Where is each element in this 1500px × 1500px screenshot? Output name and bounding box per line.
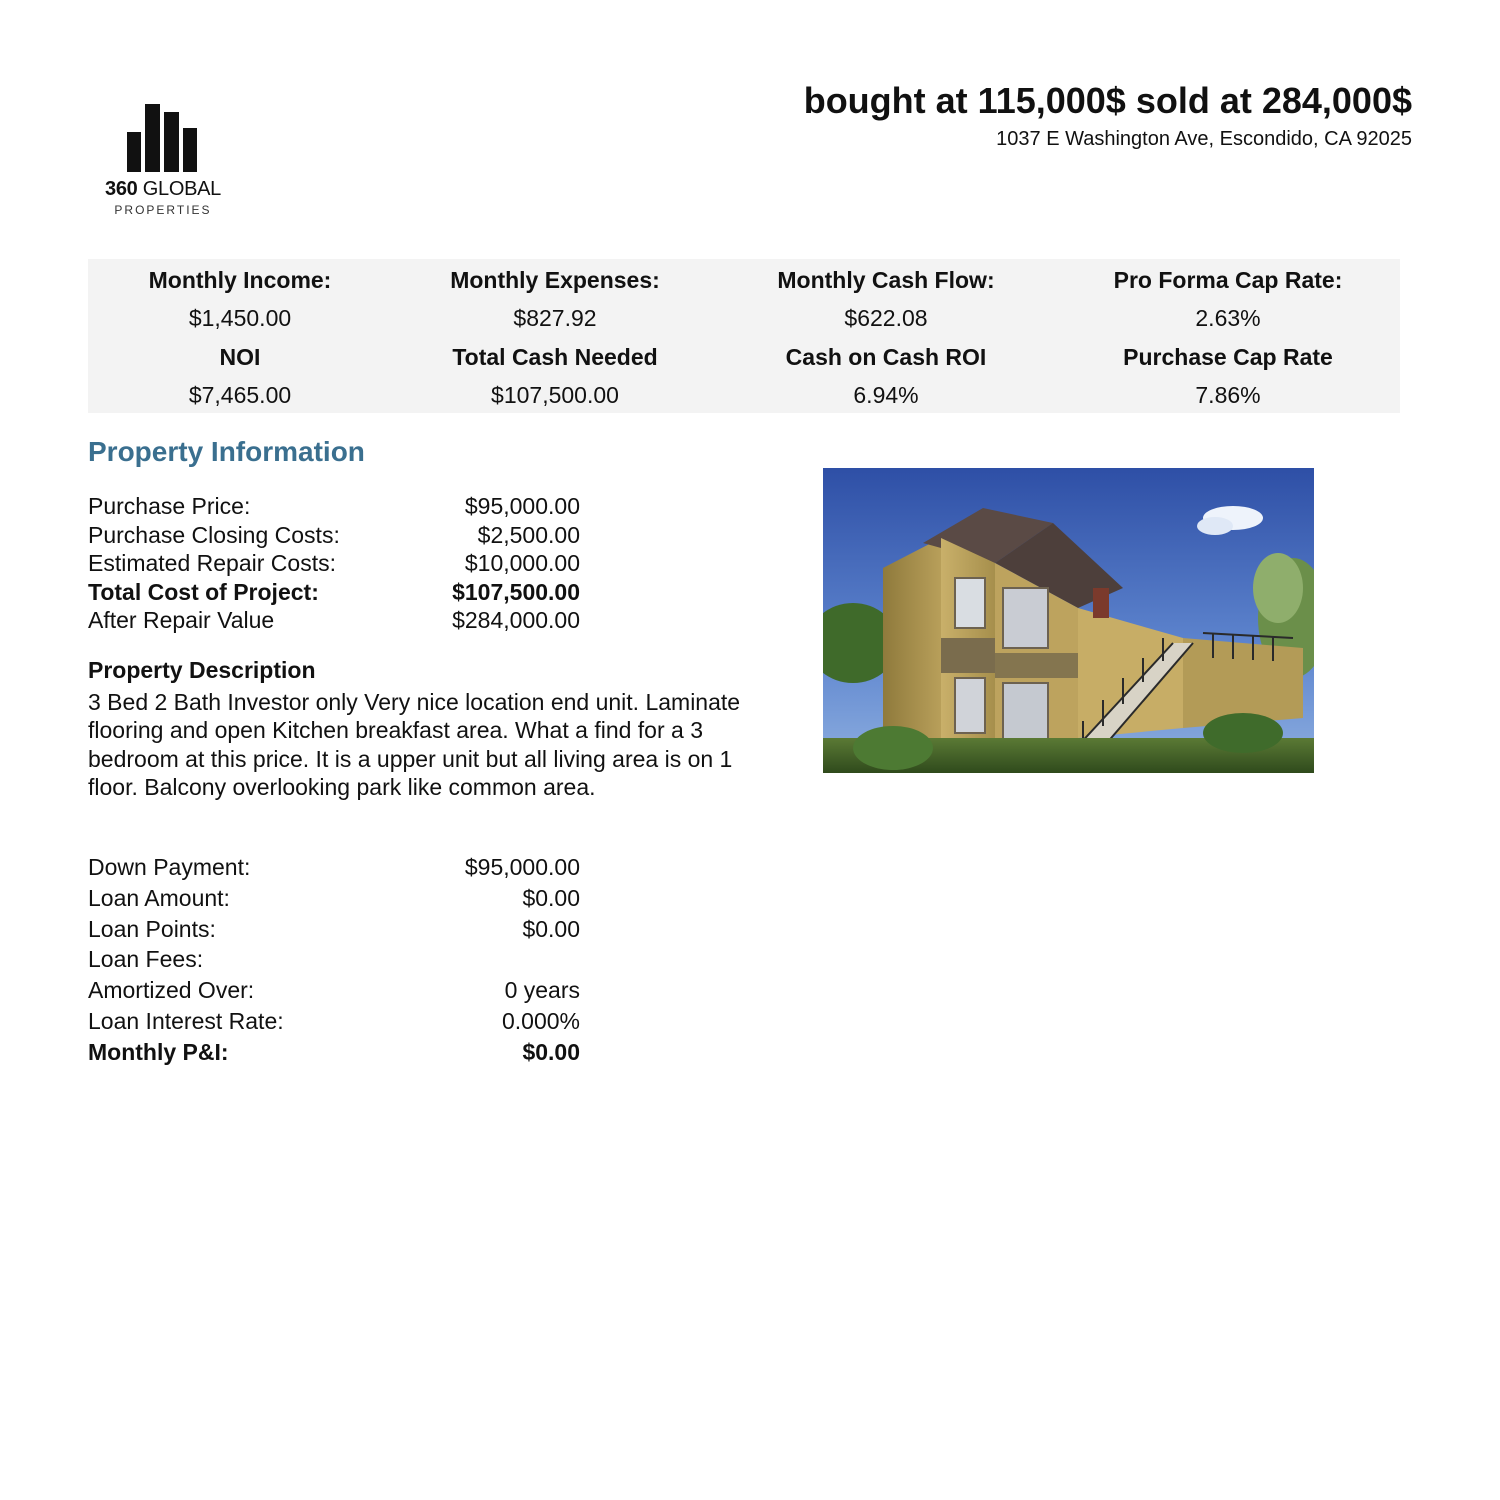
row-value: $107,500.00	[452, 578, 580, 605]
metric-monthly-income	[80, 261, 400, 337]
metric-value: $827.92	[513, 305, 597, 331]
apartment-building-image	[823, 468, 1314, 773]
metric-label: Monthly Income:	[148, 267, 332, 293]
metric-value: $1,450.00	[188, 305, 292, 331]
loan-row-monthly-pi	[88, 1037, 580, 1068]
row-value: $2,500.00	[477, 521, 580, 548]
row-label: Monthly P&I:	[88, 1038, 229, 1065]
row-value: 0.000%	[501, 1007, 580, 1034]
property-description-title: Property Description	[88, 657, 316, 683]
property-cost-table	[88, 492, 580, 635]
metric-pro-forma-cap-rate	[1068, 261, 1388, 337]
loan-row-loan-points	[88, 914, 580, 945]
row-label: Loan Amount:	[88, 884, 230, 911]
property-address: 1037 E Washington Ave, Escondido, CA 92025	[996, 128, 1412, 150]
buildings-logo-icon	[127, 104, 199, 174]
row-value: $0.00	[522, 1038, 580, 1065]
loan-row-amortized-over	[88, 975, 580, 1006]
metric-value: $622.08	[844, 305, 928, 331]
metric-label: Total Cash Needed	[452, 344, 658, 370]
loan-row-loan-fees	[88, 944, 580, 975]
property-information-title: Property Information	[88, 436, 365, 467]
metric-label: Pro Forma Cap Rate:	[1113, 267, 1343, 293]
metric-monthly-cash-flow	[726, 261, 1046, 337]
property-photo	[823, 468, 1314, 773]
row-label: After Repair Value	[88, 607, 275, 634]
row-label: Loan Fees:	[88, 946, 204, 973]
row-label: Purchase Price:	[88, 493, 251, 519]
metric-value: 2.63%	[1195, 305, 1261, 331]
row-label: Total Cost of Project:	[88, 578, 319, 605]
metric-total-cash-needed	[395, 338, 715, 414]
row-value: $284,000.00	[452, 607, 580, 634]
row-value: 0 years	[504, 977, 580, 1004]
company-logo	[96, 104, 230, 224]
row-value: $95,000.00	[464, 854, 580, 880]
row-value: $0.00	[522, 915, 580, 942]
metric-value: 6.94%	[853, 382, 919, 408]
cost-row-purchase-price	[88, 492, 580, 521]
row-label: Loan Interest Rate:	[88, 1007, 284, 1034]
metric-value: $107,500.00	[491, 382, 619, 408]
metric-label: Monthly Expenses:	[450, 267, 660, 293]
row-value: $10,000.00	[464, 550, 580, 577]
row-label: Loan Points:	[88, 915, 216, 942]
metric-monthly-expenses	[395, 261, 715, 337]
summary-metrics-panel	[88, 259, 1400, 413]
row-label: Down Payment:	[88, 854, 251, 880]
loan-row-loan-amount	[88, 883, 580, 914]
row-value: $0.00	[522, 884, 580, 911]
property-description-text: 3 Bed 2 Bath Investor only Very nice location end unit. Laminate flooring and open Kitchen breakfast area. What a find for a 3 bedroom at this price. It is a upper unit but all living area is on 1 floor. Balcony overlooking park like common area.	[88, 689, 741, 801]
logo-name: 360 GLOBAL	[105, 178, 221, 200]
metric-value: $7,465.00	[188, 382, 292, 408]
page-headline: bought at 115,000$ sold at 284,000$	[803, 80, 1412, 121]
metric-label: NOI	[219, 344, 261, 370]
cost-row-closing-costs	[88, 521, 580, 550]
row-label: Purchase Closing Costs:	[88, 521, 340, 548]
metric-label: Cash on Cash ROI	[785, 344, 987, 370]
metric-label: Purchase Cap Rate	[1123, 344, 1333, 370]
metric-label: Monthly Cash Flow:	[777, 267, 995, 293]
logo-subtitle: PROPERTIES	[114, 203, 212, 217]
cost-row-repair-costs	[88, 549, 580, 578]
cost-row-after-repair-value	[88, 606, 580, 635]
loan-details-table	[88, 852, 580, 1068]
row-label: Estimated Repair Costs:	[88, 550, 336, 577]
loan-row-down-payment	[88, 852, 580, 883]
metric-cash-on-cash-roi	[726, 338, 1046, 414]
loan-row-interest-rate	[88, 1006, 580, 1037]
row-value: $95,000.00	[464, 493, 580, 519]
metric-noi	[80, 338, 400, 414]
metric-purchase-cap-rate	[1068, 338, 1388, 414]
row-label: Amortized Over:	[88, 977, 255, 1004]
cost-row-total-cost	[88, 578, 580, 607]
metric-value: 7.86%	[1195, 382, 1261, 408]
